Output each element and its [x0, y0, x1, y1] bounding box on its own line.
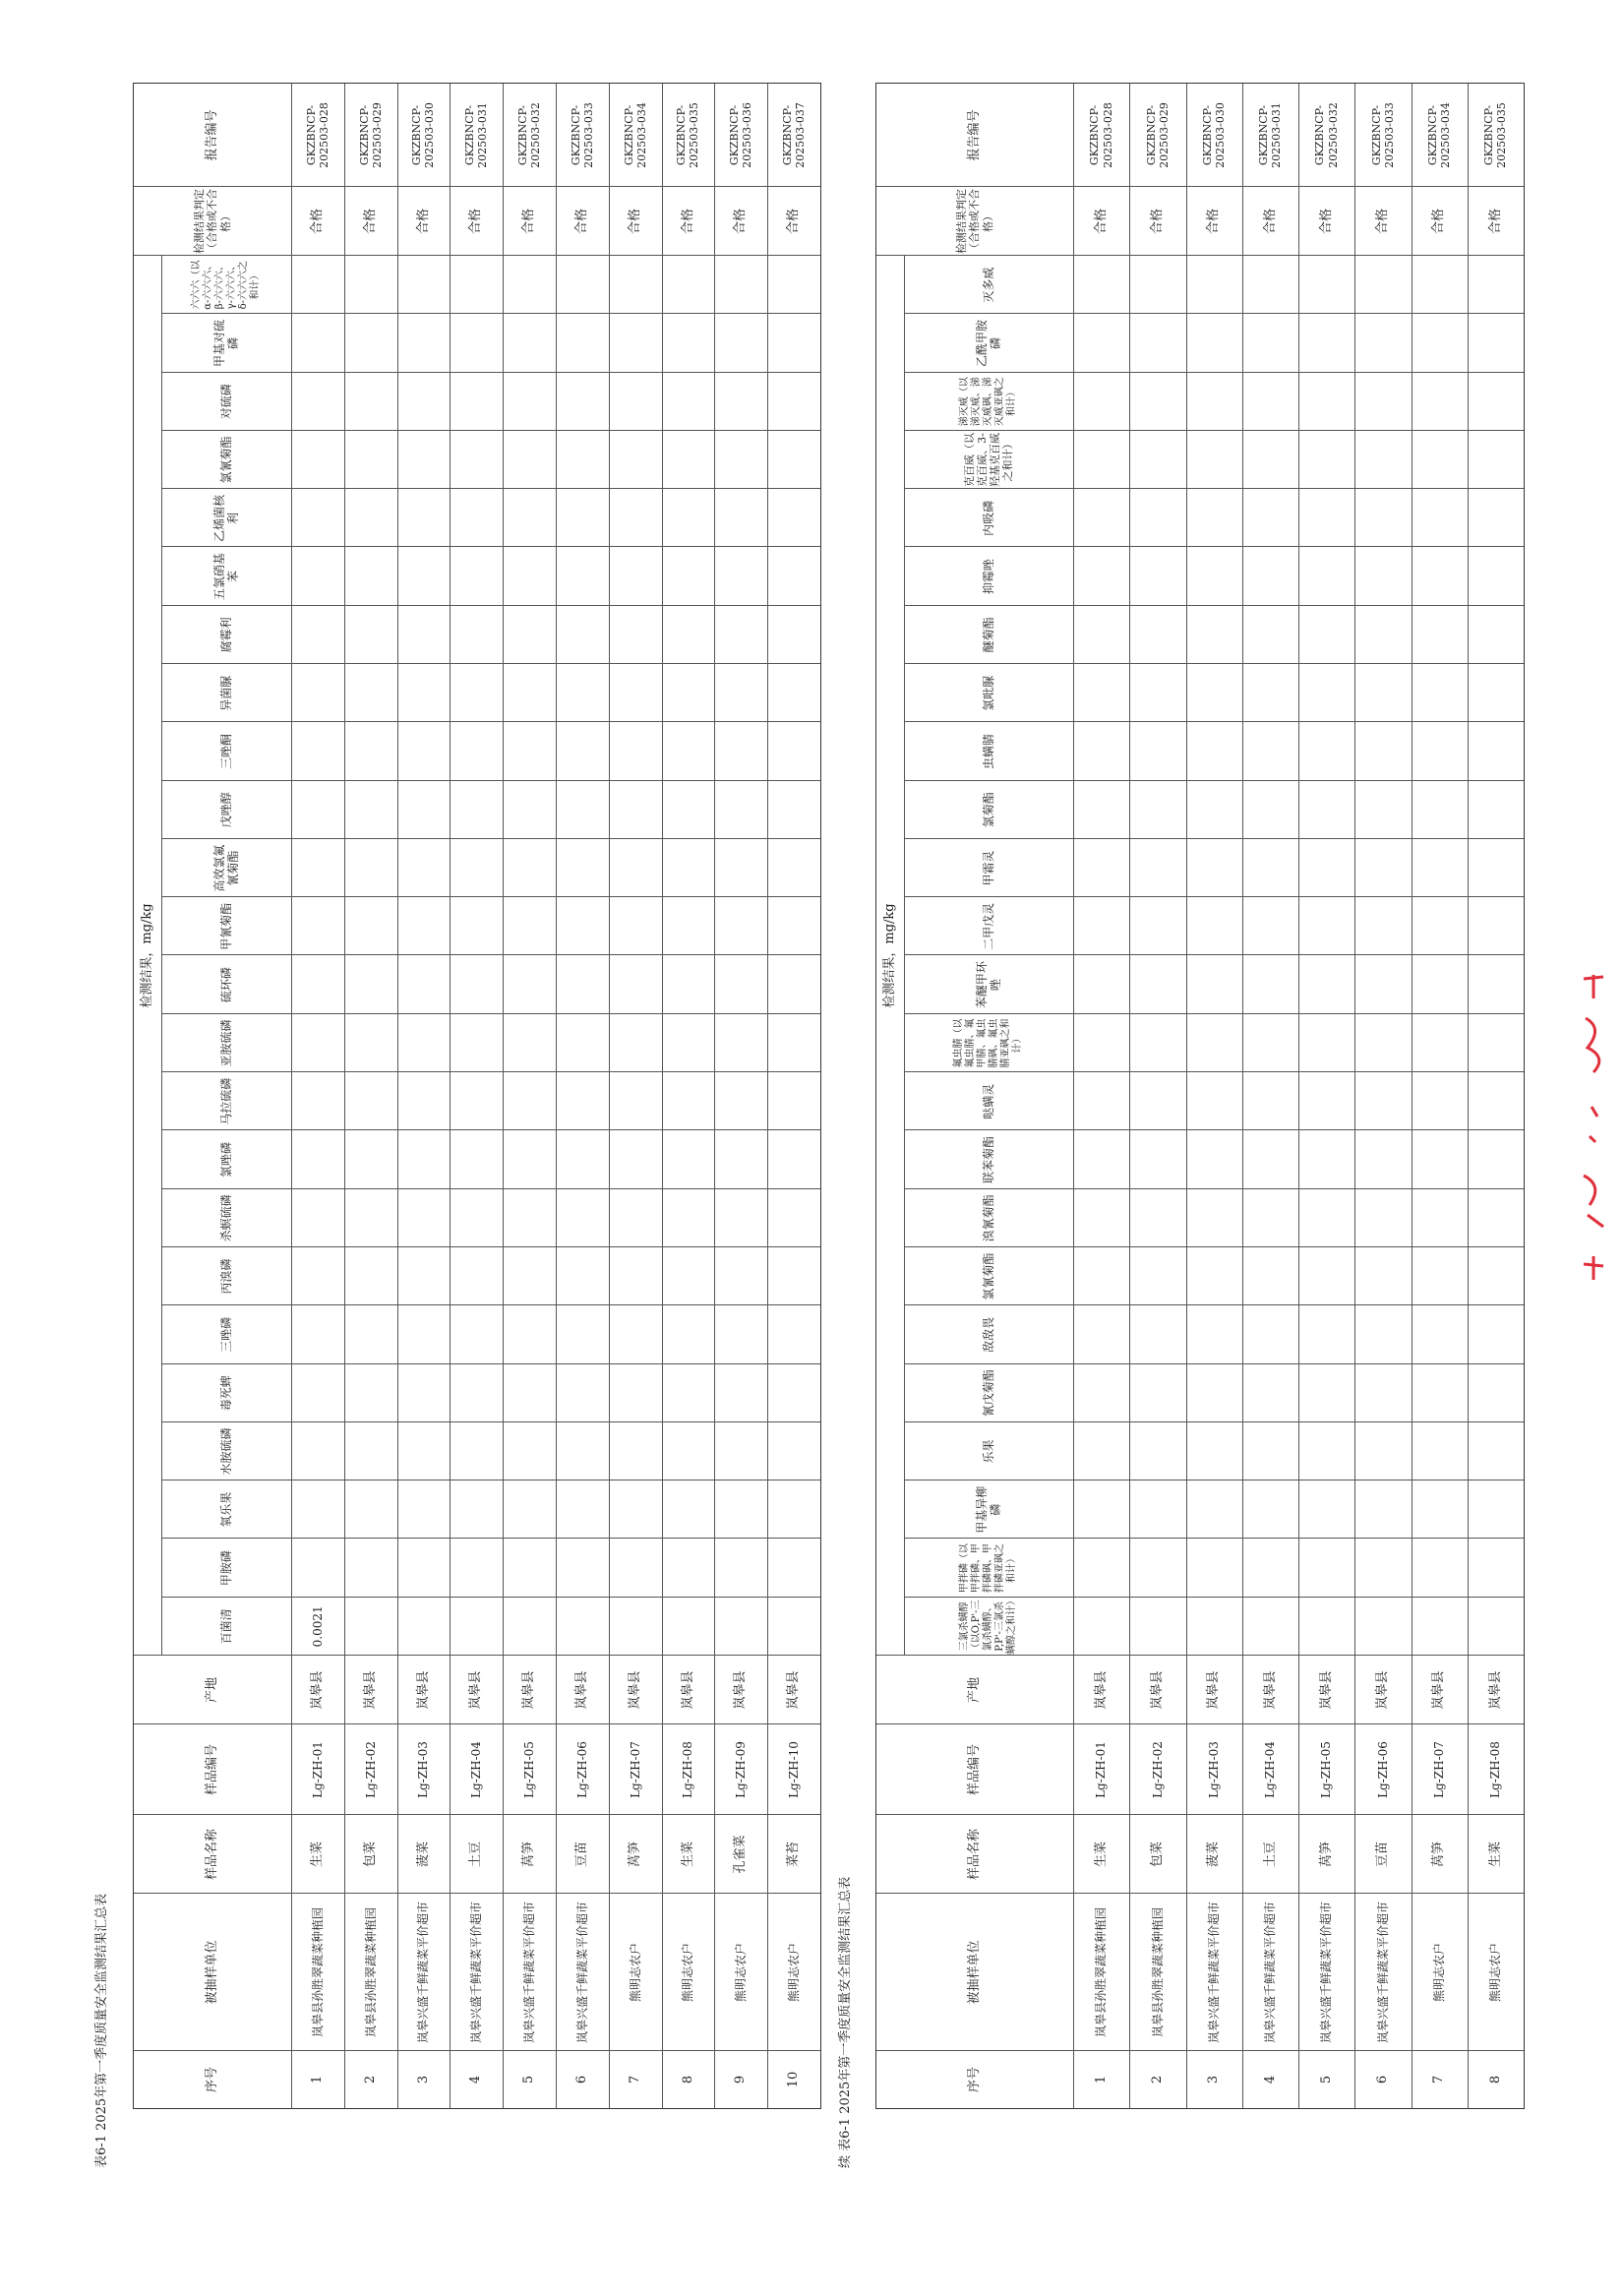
row-sample-name: 生菜: [1093, 1842, 1109, 1868]
header-origin: 产地: [205, 1677, 220, 1704]
row-report-no: GKZBNCP-202503-031: [463, 102, 490, 168]
header-item-21: 涕灭威（以涕灭威、涕灭威砜、涕灭威亚砜之和计）: [959, 377, 1017, 427]
grid-line: [904, 663, 1524, 664]
row-origin: 岚皋县: [574, 1670, 590, 1710]
row-seq: 2: [1150, 2075, 1166, 2085]
row-judgement: 合格: [1375, 209, 1391, 235]
grid-line: [161, 430, 820, 431]
summary-table-2: [875, 83, 1525, 2109]
row-judgement: 合格: [1318, 209, 1334, 235]
header-item-23: 六六六（以α-六六六、β-六六六、γ-六六六、δ-六六六之和计）: [191, 260, 261, 310]
row-report-no: GKZBNCP-202503-035: [675, 102, 701, 168]
row-sample-name: 菠菜: [1206, 1842, 1222, 1868]
grid-line: [904, 1538, 1524, 1539]
row-judgement: 合格: [521, 209, 537, 235]
row-origin: 岚皋县: [1093, 1670, 1109, 1710]
header-item-4: 毒死蜱: [218, 1375, 233, 1412]
grid-line: [904, 780, 1524, 781]
row-judgement: 合格: [1487, 209, 1503, 235]
grid-line: [904, 372, 1524, 373]
row-result-0: [1412, 1598, 1468, 1656]
row-unit: 岚皋兴盛千鲜蔬菜平价超市: [1206, 1902, 1221, 2044]
row-origin: 岚皋县: [786, 1670, 802, 1710]
row-sample-name: 豆苗: [1375, 1842, 1391, 1868]
row-sample-code: Lg-ZH-02: [363, 1741, 378, 1798]
header-judge: 检测结果判定（合格或不合格）: [955, 189, 994, 254]
header-seq: 序号: [967, 2067, 983, 2093]
grid-line: [161, 663, 820, 664]
row-origin: 岚皋县: [1487, 1670, 1503, 1710]
header-name: 样品名称: [205, 1829, 220, 1881]
header-item-13: 高效氯氟氰菊酯: [211, 844, 240, 892]
row-result-0: [344, 1598, 397, 1656]
header-item-13: 甲霜灵: [981, 850, 995, 886]
row-result-0: [1354, 1598, 1411, 1656]
grid-line: [161, 1246, 820, 1247]
row-judgement: 合格: [680, 209, 695, 235]
header-item-7: 溴氰菊酯: [981, 1194, 995, 1242]
row-result-0: [397, 1598, 451, 1656]
header-item-6: 氯氰菊酯: [981, 1252, 995, 1300]
header-item-14: 戊唑醇: [218, 792, 233, 828]
row-seq: 5: [521, 2075, 537, 2085]
row-result-0: [1073, 1598, 1129, 1656]
row-origin: 岚皋县: [1375, 1670, 1391, 1710]
header-item-19: 内吸磷: [981, 500, 995, 536]
row-origin: 岚皋县: [1150, 1670, 1166, 1710]
row-unit: 熊明志农户: [628, 1943, 642, 2003]
grid-line: [161, 1538, 820, 1539]
grid-line: [161, 1071, 820, 1072]
header-origin: 产地: [967, 1677, 983, 1704]
grid-line: [904, 313, 1524, 314]
row-unit: 岚皋兴盛千鲜蔬菜平价超市: [574, 1902, 589, 2044]
group-header: 检测结果，mg/kg: [140, 903, 155, 1008]
header-item-3: 乐果: [981, 1439, 995, 1464]
row-report-no: GKZBNCP-202503-028: [304, 102, 331, 168]
header-item-9: 马拉硫磷: [218, 1077, 233, 1125]
header-item-17: 醚菊酯: [981, 617, 995, 653]
grid-line: [161, 1013, 820, 1014]
row-sample-name: 包菜: [362, 1842, 378, 1868]
row-seq: 4: [468, 2075, 484, 2085]
row-unit: 熊明志农户: [786, 1943, 801, 2003]
row-judgement: 合格: [786, 209, 802, 235]
header-item-2: 甲基异柳磷: [974, 1485, 1002, 1534]
row-seq: 4: [1262, 2075, 1278, 2085]
row-seq: 9: [733, 2075, 749, 2085]
row-origin: 岚皋县: [733, 1670, 749, 1710]
row-judgement: 合格: [1206, 209, 1222, 235]
header-unit: 被抽样单位: [967, 1940, 983, 2005]
row-report-no: GKZBNCP-202503-029: [357, 102, 384, 168]
row-report-no: GKZBNCP-202503-030: [1200, 102, 1228, 168]
grid-line: [904, 721, 1524, 722]
row-sample-name: 生菜: [310, 1842, 326, 1868]
row-judgement: 合格: [574, 209, 590, 235]
row-sample-name: 包菜: [1150, 1842, 1166, 1868]
row-report-no: GKZBNCP-202503-031: [1257, 102, 1284, 168]
row-result-0: 0.0021: [310, 1605, 325, 1648]
row-judgement: 合格: [1431, 209, 1447, 235]
header-item-9: 哒螨灵: [981, 1083, 995, 1119]
row-report-no: GKZBNCP-202503-029: [1144, 102, 1171, 168]
row-origin: 岚皋县: [1262, 1670, 1278, 1710]
row-sample-code: Lg-ZH-08: [1488, 1741, 1503, 1798]
header-unit: 被抽样单位: [205, 1940, 220, 2005]
grid-line: [904, 605, 1524, 606]
row-report-no: GKZBNCP-202503-036: [728, 102, 754, 168]
row-result-0: [556, 1598, 609, 1656]
row-result-0: [714, 1598, 767, 1656]
grid-line: [161, 1188, 820, 1189]
header-report: 报告编号: [205, 109, 220, 161]
grid-line: [904, 955, 1524, 956]
grid-line: [904, 896, 1524, 897]
header-item-0: 百菌清: [218, 1608, 233, 1645]
row-report-no: GKZBNCP-202503-033: [1369, 102, 1396, 168]
row-sample-name: 菠菜: [415, 1842, 431, 1868]
row-sample-name: 豆苗: [574, 1842, 590, 1868]
row-result-0: [1298, 1598, 1354, 1656]
grid-line: [161, 780, 820, 781]
header-item-14: 氯菊酯: [981, 792, 995, 828]
group-header: 检测结果，mg/kg: [882, 903, 898, 1008]
grid-line: [161, 1363, 820, 1364]
row-judgement: 合格: [415, 209, 431, 235]
row-result-0: [450, 1598, 503, 1656]
row-judgement: 合格: [362, 209, 378, 235]
grid-line: [161, 838, 820, 839]
row-sample-code: Lg-ZH-06: [1375, 1741, 1390, 1798]
row-sample-name: 土豆: [468, 1842, 484, 1868]
row-sample-name: 莴笋: [1431, 1842, 1447, 1868]
row-report-no: GKZBNCP-202503-035: [1482, 102, 1509, 168]
row-sample-code: Lg-ZH-08: [681, 1741, 695, 1798]
grid-line: [904, 1188, 1524, 1189]
header-item-18: 五氯硝基苯: [211, 553, 240, 601]
header-item-11: 硫环磷: [218, 967, 233, 1003]
row-sample-code: Lg-ZH-03: [416, 1741, 431, 1798]
grid-line: [161, 488, 820, 489]
row-origin: 岚皋县: [1206, 1670, 1222, 1710]
grid-line: [161, 313, 820, 314]
row-sample-code: Lg-ZH-06: [574, 1741, 589, 1798]
grid-line: [904, 1129, 1524, 1130]
header-item-20: 氯氰菊酯: [218, 436, 233, 484]
header-item-8: 联苯菊酯: [981, 1136, 995, 1184]
row-unit: 岚皋县孙胜翠蔬菜种植园: [1094, 1907, 1109, 2038]
row-unit: 熊明志农户: [1488, 1943, 1503, 2003]
row-report-no: GKZBNCP-202503-033: [569, 102, 595, 168]
row-seq: 1: [1093, 2075, 1109, 2085]
row-sample-code: Lg-ZH-03: [1206, 1741, 1221, 1798]
header-item-4: 氰戊菊酯: [981, 1369, 995, 1418]
row-sample-name: 孔雀菜: [733, 1835, 749, 1874]
header-item-8: 氯唑磷: [218, 1142, 233, 1178]
row-sample-code: Lg-ZH-07: [1431, 1741, 1446, 1798]
row-seq: 7: [627, 2075, 642, 2085]
row-sample-name: 土豆: [1262, 1842, 1278, 1868]
row-result-0: [1242, 1598, 1298, 1656]
grid-line: [904, 838, 1524, 839]
header-item-6: 丙溴磷: [218, 1258, 233, 1295]
header-item-10: 亚胺硫磷: [218, 1019, 233, 1067]
header-item-19: 乙烯菌核利: [211, 494, 240, 542]
header-item-17: 腐霉利: [218, 617, 233, 653]
header-item-12: 二甲戊灵: [981, 902, 995, 950]
header-item-16: 异菌脲: [218, 675, 233, 711]
row-sample-name: 菜苔: [786, 1842, 802, 1868]
row-unit: 熊明志农户: [1431, 1943, 1446, 2003]
row-sample-code: Lg-ZH-05: [1319, 1741, 1334, 1798]
row-sample-code: Lg-ZH-10: [786, 1741, 801, 1798]
grid-line: [161, 721, 820, 722]
grid-line: [904, 1013, 1524, 1014]
grid-line: [904, 430, 1524, 431]
row-sample-code: Lg-ZH-04: [469, 1741, 484, 1798]
row-sample-name: 莴笋: [521, 1842, 537, 1868]
header-item-1: 甲胺磷: [218, 1550, 233, 1587]
grid-line: [161, 896, 820, 897]
row-sample-code: Lg-ZH-09: [734, 1741, 749, 1798]
row-sample-name: 莴笋: [1318, 1842, 1334, 1868]
header-code: 样品编号: [205, 1744, 220, 1796]
grid-line: [161, 1421, 820, 1422]
header-code: 样品编号: [967, 1744, 983, 1796]
header-item-23: 灭多威: [981, 267, 995, 303]
row-seq: 7: [1431, 2075, 1447, 2085]
header-item-0: 三氯杀螨醇（以O,P'-三氯杀螨醇、P,P'-三氯杀螨醇之和计）: [959, 1596, 1017, 1655]
red-seal-stamp: [1574, 969, 1613, 1284]
row-seq: 6: [1375, 2075, 1391, 2085]
header-item-15: 三唑酮: [218, 733, 233, 769]
table-2-caption: 续 表6-1 2025年第一季度质量安全监测结果汇总表: [838, 1876, 853, 2168]
row-result-0: [1468, 1598, 1524, 1656]
row-judgement: 合格: [1262, 209, 1278, 235]
row-unit: 岚皋县孙胜翠蔬菜种植园: [363, 1907, 378, 2038]
row-seq: 10: [786, 2071, 802, 2088]
row-sample-code: Lg-ZH-02: [1150, 1741, 1165, 1798]
row-unit: 岚皋县孙胜翠蔬菜种植园: [1150, 1907, 1165, 2038]
header-item-7: 杀螟硫磷: [218, 1194, 233, 1242]
row-origin: 岚皋县: [362, 1670, 378, 1710]
grid-line: [161, 1129, 820, 1130]
row-result-0: [1186, 1598, 1242, 1656]
grid-line: [904, 1304, 1524, 1305]
grid-line: [161, 1304, 820, 1305]
header-name: 样品名称: [967, 1829, 983, 1881]
row-seq: 8: [1487, 2075, 1503, 2085]
row-report-no: GKZBNCP-202503-037: [780, 102, 808, 168]
row-origin: 岚皋县: [415, 1670, 431, 1710]
grid-line: [904, 1246, 1524, 1247]
grid-line: [904, 546, 1524, 547]
row-unit: 熊明志农户: [681, 1943, 695, 2003]
header-item-18: 抑霉唑: [981, 559, 995, 595]
summary-table-1: [133, 83, 821, 2109]
header-item-22: 乙酰甲胺磷: [974, 319, 1002, 367]
grid-line: [161, 372, 820, 373]
row-origin: 岚皋县: [310, 1670, 326, 1710]
grid-line: [161, 546, 820, 547]
row-unit: 岚皋县孙胜翠蔬菜种植园: [310, 1907, 325, 2038]
row-unit: 熊明志农户: [734, 1943, 749, 2003]
row-sample-code: Lg-ZH-07: [628, 1741, 642, 1798]
header-seq: 序号: [205, 2067, 220, 2093]
row-result-0: [662, 1598, 715, 1656]
row-origin: 岚皋县: [1318, 1670, 1334, 1710]
row-result-0: [767, 1598, 820, 1656]
header-item-12: 甲氰菊酯: [218, 902, 233, 950]
row-report-no: GKZBNCP-202503-028: [1088, 102, 1114, 168]
row-judgement: 合格: [733, 209, 749, 235]
header-item-20: 克百威（以克百威、3-羟基克百威之和计）: [962, 433, 1015, 488]
header-item-15: 虫螨腈: [981, 733, 995, 769]
row-sample-code: Lg-ZH-01: [1094, 1741, 1109, 1798]
header-item-22: 甲基对硫磷: [211, 319, 240, 367]
row-seq: 6: [574, 2075, 590, 2085]
header-item-21: 对硫磷: [218, 384, 233, 420]
row-origin: 岚皋县: [521, 1670, 537, 1710]
header-item-11: 苯醚甲环唑: [974, 961, 1002, 1009]
grid-line: [161, 605, 820, 606]
grid-line: [904, 1071, 1524, 1072]
row-report-no: GKZBNCP-202503-032: [515, 102, 543, 168]
row-origin: 岚皋县: [1431, 1670, 1447, 1710]
header-judge: 检测结果判定（合格或不合格）: [193, 189, 232, 254]
row-sample-name: 生菜: [680, 1842, 695, 1868]
grid-line: [904, 1363, 1524, 1364]
row-report-no: GKZBNCP-202503-032: [1313, 102, 1340, 168]
row-seq: 8: [680, 2075, 695, 2085]
row-report-no: GKZBNCP-202503-034: [1425, 102, 1453, 168]
row-sample-code: Lg-ZH-05: [521, 1741, 536, 1798]
row-sample-name: 生菜: [1487, 1842, 1503, 1868]
row-unit: 岚皋兴盛千鲜蔬菜平价超市: [469, 1902, 484, 2044]
header-item-2: 氧乐果: [218, 1491, 233, 1528]
row-origin: 岚皋县: [680, 1670, 695, 1710]
row-result-0: [1129, 1598, 1185, 1656]
row-result-0: [609, 1598, 662, 1656]
grid-line: [904, 1421, 1524, 1422]
row-result-0: [503, 1598, 556, 1656]
grid-line: [904, 488, 1524, 489]
row-unit: 岚皋兴盛千鲜蔬菜平价超市: [521, 1902, 536, 2044]
header-item-1: 甲拌磷（以甲拌磷、甲拌磷砜、甲拌磷亚砜之和计）: [959, 1543, 1017, 1594]
grid-line: [161, 955, 820, 956]
row-sample-code: Lg-ZH-01: [310, 1741, 325, 1798]
row-judgement: 合格: [468, 209, 484, 235]
header-item-5: 三唑磷: [218, 1316, 233, 1353]
row-judgement: 合格: [1093, 209, 1109, 235]
header-item-5: 敌敌畏: [981, 1316, 995, 1353]
row-unit: 岚皋兴盛千鲜蔬菜平价超市: [1319, 1902, 1334, 2044]
row-origin: 岚皋县: [468, 1670, 484, 1710]
header-item-16: 氯吡脲: [981, 675, 995, 711]
row-sample-code: Lg-ZH-04: [1263, 1741, 1278, 1798]
row-judgement: 合格: [310, 209, 326, 235]
row-seq: 5: [1318, 2075, 1334, 2085]
row-judgement: 合格: [1150, 209, 1166, 235]
row-seq: 3: [1206, 2075, 1222, 2085]
row-seq: 3: [415, 2075, 431, 2085]
row-unit: 岚皋兴盛千鲜蔬菜平价超市: [416, 1902, 431, 2044]
row-origin: 岚皋县: [627, 1670, 642, 1710]
header-item-10: 氟虫腈（以氟虫腈、氟甲腈、氟虫腈砜、氟虫腈亚砜之和计）: [953, 1018, 1023, 1068]
header-item-3: 水胺硫磷: [218, 1427, 233, 1476]
row-judgement: 合格: [627, 209, 642, 235]
row-seq: 2: [362, 2075, 378, 2085]
row-report-no: GKZBNCP-202503-034: [622, 102, 648, 168]
row-unit: 岚皋兴盛千鲜蔬菜平价超市: [1375, 1902, 1390, 2044]
row-unit: 岚皋兴盛千鲜蔬菜平价超市: [1263, 1902, 1278, 2044]
row-seq: 1: [310, 2075, 326, 2085]
table-1-caption: 表6-1 2025年第一季度质量安全监测结果汇总表: [94, 1893, 109, 2168]
row-sample-name: 莴笋: [627, 1842, 642, 1868]
header-report: 报告编号: [967, 109, 983, 161]
row-report-no: GKZBNCP-202503-030: [410, 102, 437, 168]
